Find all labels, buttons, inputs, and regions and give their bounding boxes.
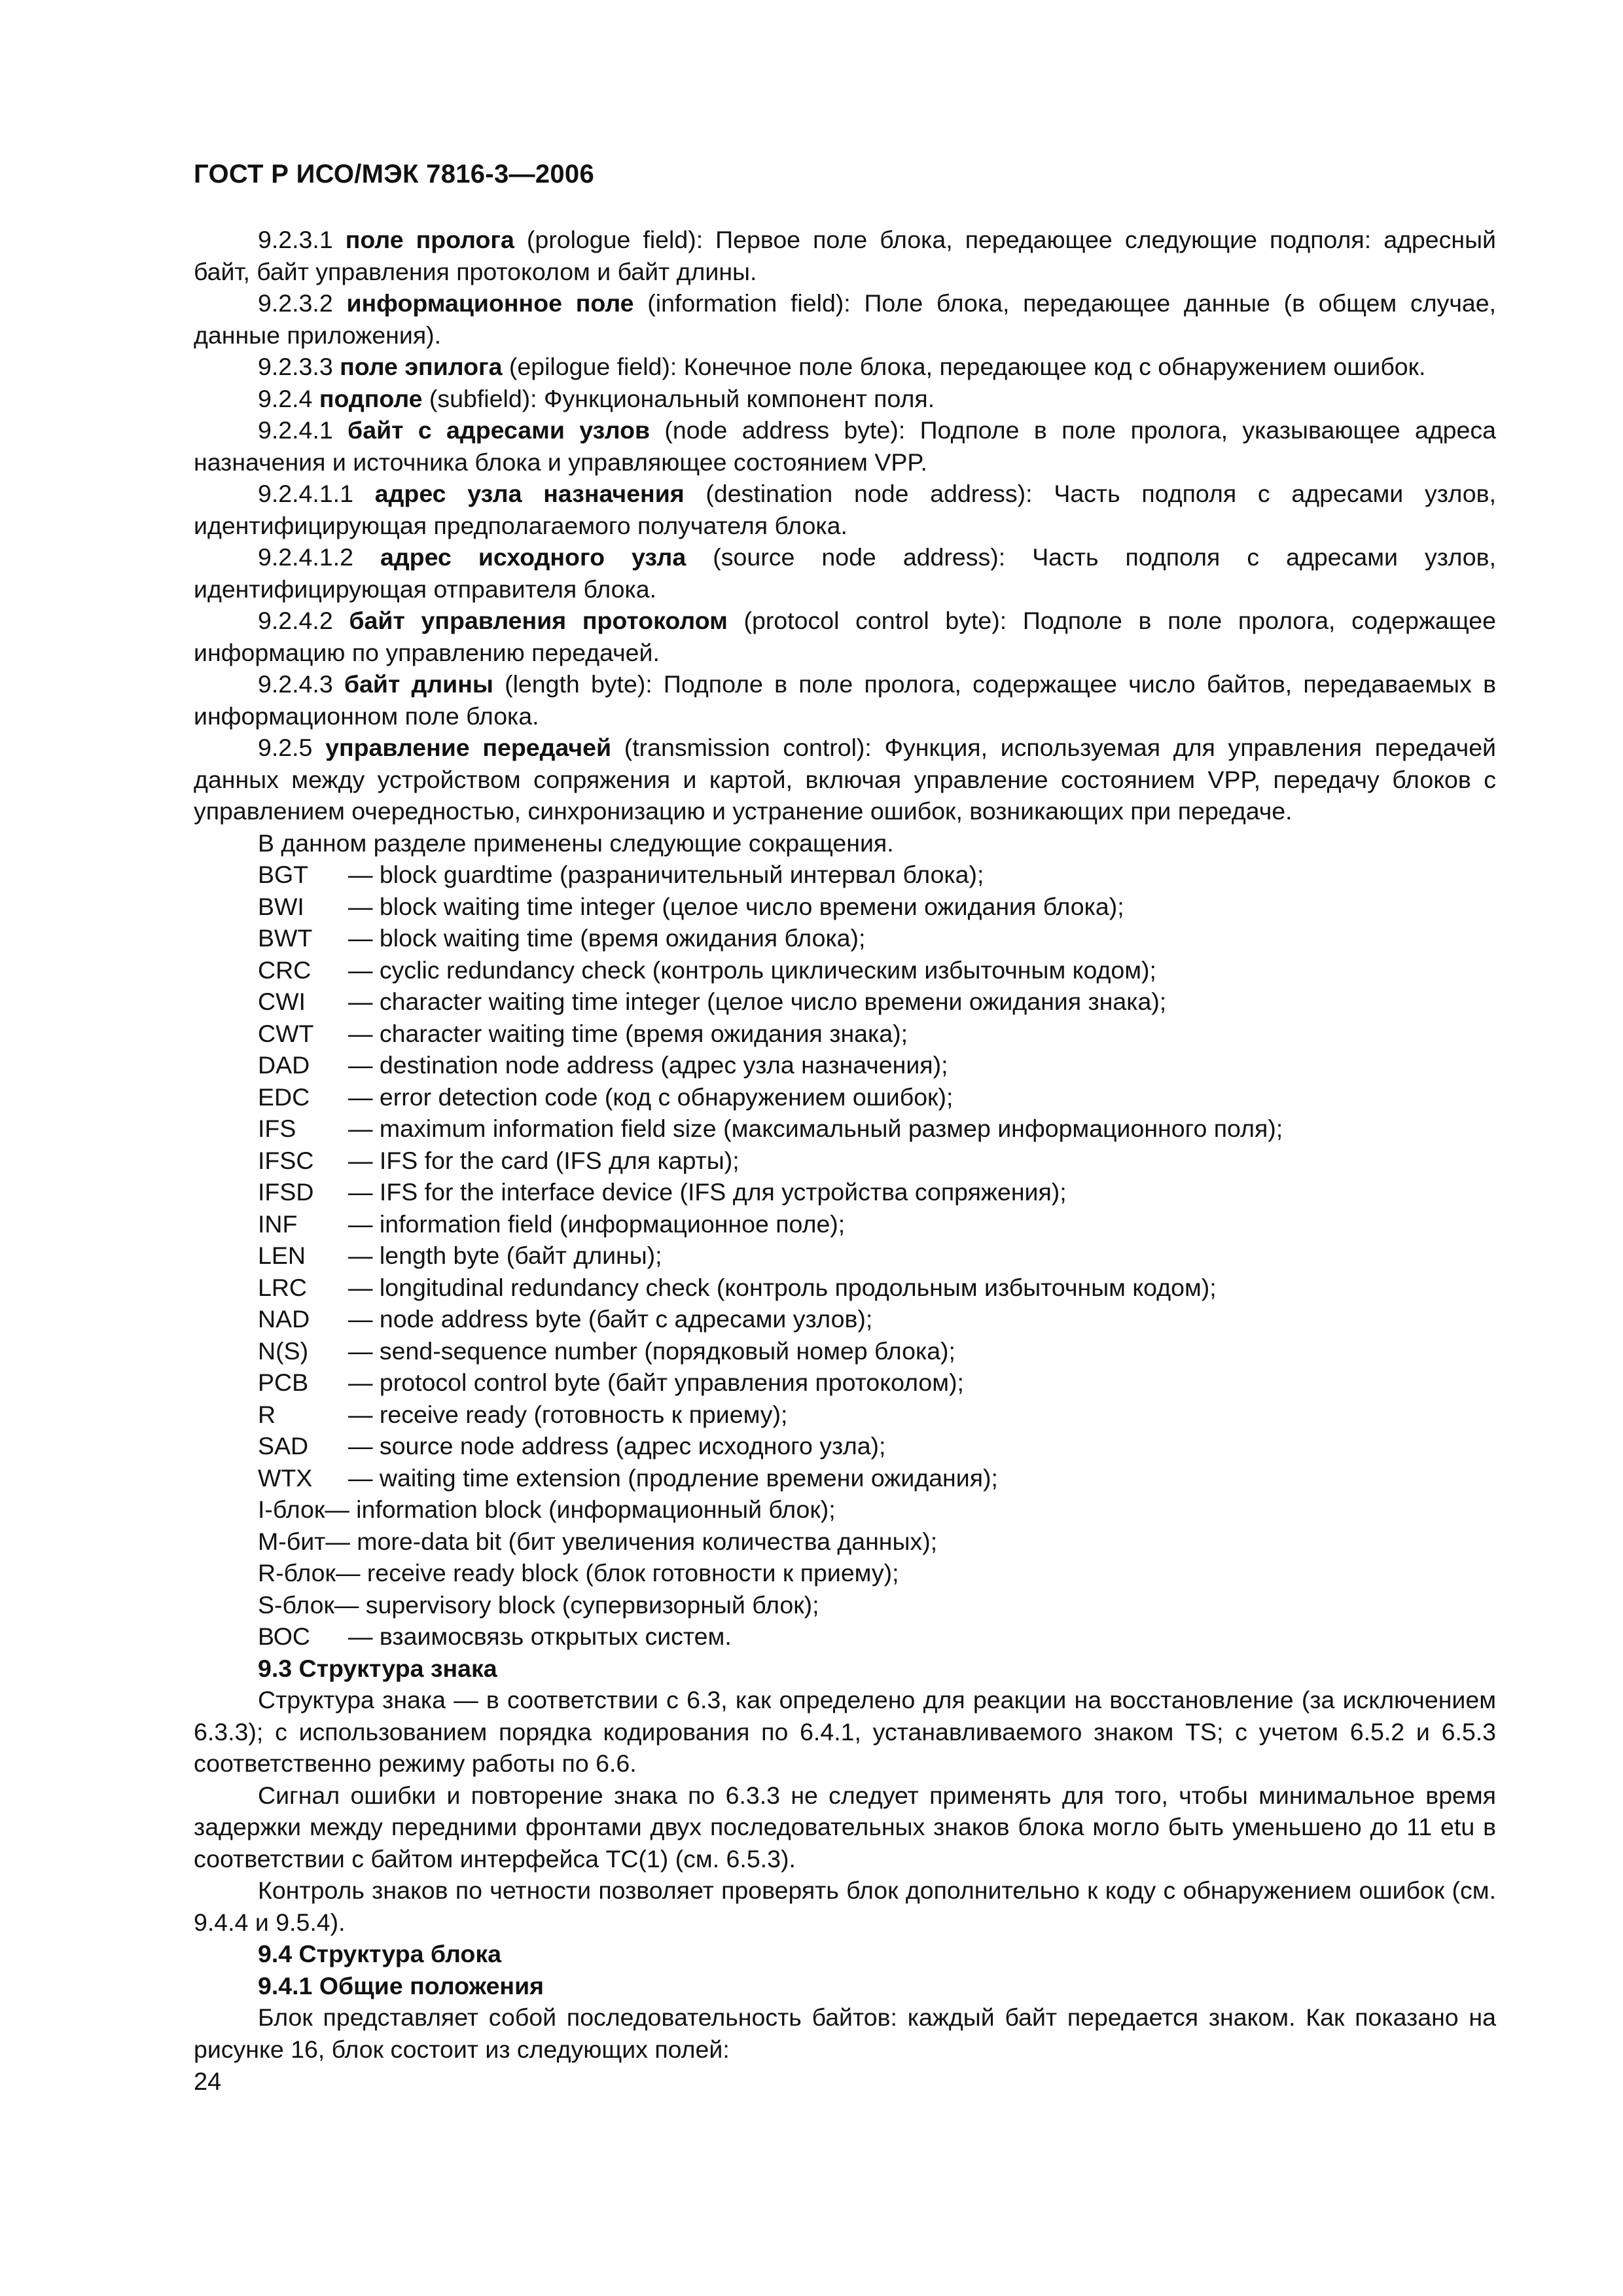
abbreviation-text: — more-data bit (бит увеличения количества данных); — [325, 1527, 938, 1555]
abbreviation-code: WTX — [258, 1463, 313, 1492]
abbreviation-row — [258, 1113, 1496, 1145]
abbreviation-text: — protocol control byte (байт управления протоколом); — [348, 1369, 964, 1396]
abbreviation-row — [258, 1081, 1496, 1113]
definition-text: (node address byte): Подполе в поле пролога, указывающее адреса назначения и источника блока и управляющее состоянием VPP. — [194, 416, 1496, 476]
abbreviation-text: — destination node address (адрес узла назначения); — [348, 1051, 948, 1079]
definition-term: информационное поле — [346, 289, 634, 317]
abbreviation-row — [258, 1303, 1496, 1335]
abbreviation-code: DAD — [258, 1051, 310, 1079]
abbreviation-text: — cyclic redundancy check (контроль циклическим избыточным кодом); — [348, 956, 1156, 984]
abbreviation-text: — waiting time extension (продление времени ожидания); — [348, 1463, 998, 1492]
abbreviation-row — [258, 1430, 1496, 1462]
definition-term: поле эпилога — [340, 353, 503, 380]
definition-term: байт длины — [344, 670, 493, 698]
abbreviation-code: IFSC — [258, 1146, 314, 1174]
definition-paragraph — [194, 668, 1496, 732]
section-heading-9-4: 9.4 Структура блока — [258, 1940, 501, 1967]
definition-paragraph — [194, 383, 1496, 415]
definition-paragraph — [194, 605, 1496, 668]
abbreviation-text: — error detection code (код с обнаружением ошибок); — [348, 1083, 954, 1111]
abbreviation-text: — maximum information field size (максимальный размер информационного поля); — [348, 1115, 1283, 1142]
abbreviation-text: — longitudinal redundancy check (контроль продольным избыточным кодом); — [348, 1273, 1217, 1301]
abbreviation-text: — block guardtime (разраничительный интервал блока); — [348, 861, 984, 888]
definition-term: байт управления протоколом — [349, 607, 728, 634]
definition-term: поле пролога — [345, 226, 514, 253]
abbreviation-code: LEN — [258, 1242, 306, 1269]
abbreviation-code: CWI — [258, 988, 306, 1015]
abbreviation-text: — receive ready block (блок готовности к приему); — [335, 1559, 899, 1587]
abbreviation-row — [258, 954, 1496, 986]
abbreviation-code: ВОС — [258, 1623, 311, 1650]
definition-paragraph — [194, 351, 1496, 383]
definition-text: (information field): Поле блока, передающее данные (в общем случае, данные приложения). — [194, 289, 1496, 349]
definition-number: 9.2.3.1 — [258, 226, 333, 253]
abbreviation-code: IFSD — [258, 1178, 314, 1206]
section-heading-9-4-1: 9.4.1 Общие положения — [258, 1971, 544, 2000]
abbreviation-code: BGT — [258, 861, 309, 888]
abbreviation-row — [258, 1272, 1496, 1304]
definition-text: (source node address): Часть подполя с адресами узлов, идентифицирующая отправителя блока. — [194, 543, 1496, 603]
definition-number: 9.2.4.1.2 — [258, 543, 353, 571]
abbreviation-row — [258, 1462, 1496, 1494]
definition-number: 9.2.4 — [258, 384, 313, 412]
abbreviation-row — [258, 1145, 1496, 1177]
document-header: ГОСТ Р ИСО/МЭК 7816-3—2006 — [194, 160, 594, 188]
definition-paragraph — [194, 541, 1496, 605]
definition-number: 9.2.3.2 — [258, 289, 333, 317]
page-content — [194, 224, 1496, 2065]
abbreviation-row — [258, 1367, 1496, 1399]
abbreviation-row — [258, 1557, 1496, 1589]
section-paragraph: Структура знака — в соответствии с 6.3, как определено для реакции на восстановление (за исключением 6.3.3); с использованием порядка кодирования по 6.4.1, устанавливаемого знаком TS; с учетом 6.5.2 и 6.5.3 соответственно режиму работы по 6.6. — [194, 1686, 1496, 1777]
definition-number: 9.2.3.3 — [258, 353, 333, 380]
abbreviation-row — [258, 859, 1496, 891]
abbreviation-code: BWT — [258, 924, 313, 952]
definition-text: (destination node address): Часть подполя с адресами узлов, идентифицирующая предполагаемого получателя блока. — [194, 480, 1496, 539]
abbreviation-text: — supervisory block (супервизорный блок); — [334, 1590, 819, 1619]
abbreviation-text: — information field (информационное поле); — [348, 1210, 846, 1238]
abbreviation-code: S-блок — [258, 1590, 334, 1619]
definition-text: (transmission control): Функция, используемая для управления передачей данных между устройством сопряжения и картой, включая управление состоянием VPP, передачу блоков с управлением очередностью, синхронизацию и устранение ошибок, возникающих при передаче. — [194, 734, 1497, 825]
section-heading-9-3: 9.3 Структура знака — [258, 1654, 497, 1682]
abbreviation-text: — length byte (байт длины); — [348, 1242, 662, 1269]
definition-paragraph — [194, 287, 1496, 351]
definition-paragraph — [194, 732, 1496, 827]
definition-text: (epilogue field): Конечное поле блока, передающее код с обнаружением ошибок. — [502, 353, 1426, 380]
abbreviation-text: — character waiting time (время ожидания знака); — [348, 1019, 908, 1047]
abbreviation-row — [258, 1018, 1496, 1050]
definition-term: управление передачей — [325, 734, 612, 761]
abbreviation-row — [258, 1494, 1496, 1526]
abbreviation-row — [258, 1621, 1496, 1653]
definition-text: (length byte): Подполе в поле пролога, содержащее число байтов, передаваемых в информационном поле блока. — [194, 670, 1496, 730]
abbreviations-intro: В данном разделе применены следующие сокращения. — [258, 829, 894, 857]
abbreviation-row — [258, 1240, 1496, 1272]
abbreviation-text: — IFS for the card (IFS для карты); — [348, 1146, 740, 1174]
abbreviation-row — [258, 1208, 1496, 1240]
abbreviation-code: CWT — [258, 1019, 314, 1047]
abbreviation-code: BWI — [258, 892, 304, 920]
definition-number: 9.2.5 — [258, 734, 313, 761]
abbreviation-code: INF — [258, 1210, 298, 1238]
abbreviation-text: — IFS for the interface device (IFS для устройства сопряжения); — [348, 1178, 1067, 1206]
abbreviation-row — [258, 1526, 1496, 1558]
abbreviation-code: R-блок — [258, 1559, 336, 1587]
abbreviation-row — [258, 891, 1496, 923]
abbreviation-code: PCB — [258, 1369, 309, 1396]
abbreviation-row — [258, 1399, 1496, 1431]
abbreviation-text: — block waiting time integer (целое число времени ожидания блока); — [348, 892, 1124, 920]
section-paragraph: Блок представляет собой последовательность байтов: каждый байт передается знаком. Как показано на рисунке 16, блок состоит из следующих полей: — [194, 2003, 1496, 2063]
section-paragraph: Сигнал ошибки и повторение знака по 6.3.3 не следует применять для того, чтобы минимальное время задержки между передними фронтами двух последовательных знаков блока могло быть уменьшено до 11 etu в соответствии с байтом интерфейса TC(1) (см. 6.5.3). — [194, 1781, 1496, 1873]
abbreviation-row — [258, 1176, 1496, 1208]
section-paragraph: Контроль знаков по четности позволяет проверять блок дополнительно к коду с обнаружением ошибок (см. 9.4.4 и 9.5.4). — [194, 1876, 1496, 1936]
abbreviation-code: R — [258, 1400, 276, 1428]
abbreviation-row — [258, 1335, 1496, 1367]
abbreviation-text: — character waiting time integer (целое число времени ожидания знака); — [348, 988, 1167, 1015]
abbreviation-text: — node address byte (байт с адресами узлов); — [348, 1305, 873, 1333]
page-number: 24 — [194, 2068, 222, 2096]
definition-number: 9.2.4.1.1 — [258, 480, 353, 507]
definition-term: адрес исходного узла — [380, 543, 687, 571]
abbreviation-code: LRC — [258, 1273, 308, 1301]
abbreviation-text: — receive ready (готовность к приему); — [348, 1400, 788, 1428]
abbreviation-text: — information block (информационный блок); — [325, 1496, 836, 1523]
abbreviation-text: — взаимосвязь открытых систем. — [348, 1623, 732, 1650]
abbreviation-code: EDC — [258, 1083, 310, 1111]
definition-paragraph — [194, 478, 1496, 541]
abbreviation-code: I-блок — [258, 1496, 325, 1523]
definition-number: 9.2.4.2 — [258, 607, 333, 634]
abbreviation-code: IFS — [258, 1115, 296, 1142]
abbreviation-row — [258, 986, 1496, 1018]
abbreviation-code: SAD — [258, 1432, 309, 1460]
abbreviation-text: — send-sequence number (порядковый номер блока); — [348, 1336, 955, 1365]
abbreviations-list — [194, 859, 1496, 1653]
abbreviation-row — [258, 1049, 1496, 1081]
definition-text: (protocol control byte): Подполе в поле пролога, содержащее информацию по управлению передачей. — [194, 607, 1496, 666]
abbreviation-text: — block waiting time (время ожидания блока); — [348, 924, 866, 952]
abbreviation-code: NAD — [258, 1305, 310, 1333]
definition-number: 9.2.4.3 — [258, 670, 333, 698]
definition-term: подполе — [319, 384, 423, 412]
definition-text: (prologue field): Первое поле блока, передающее следующие подполя: адресный байт, байт управления протоколом и байт длины. — [194, 226, 1497, 285]
abbreviation-code: M-бит — [258, 1527, 326, 1555]
abbreviation-row — [258, 1589, 1496, 1621]
abbreviation-code: N(S) — [258, 1336, 309, 1365]
definition-term: байт с адресами узлов — [348, 416, 651, 444]
definition-paragraph — [194, 224, 1496, 287]
abbreviation-code: CRC — [258, 956, 312, 984]
definition-text: (subfield): Функциональный компонент поля. — [422, 384, 935, 412]
abbreviation-text: — source node address (адрес исходного узла); — [348, 1432, 886, 1460]
abbreviation-row — [258, 922, 1496, 954]
definition-paragraph — [194, 414, 1496, 478]
definition-term: адрес узла назначения — [374, 480, 685, 507]
definition-number: 9.2.4.1 — [258, 416, 333, 444]
